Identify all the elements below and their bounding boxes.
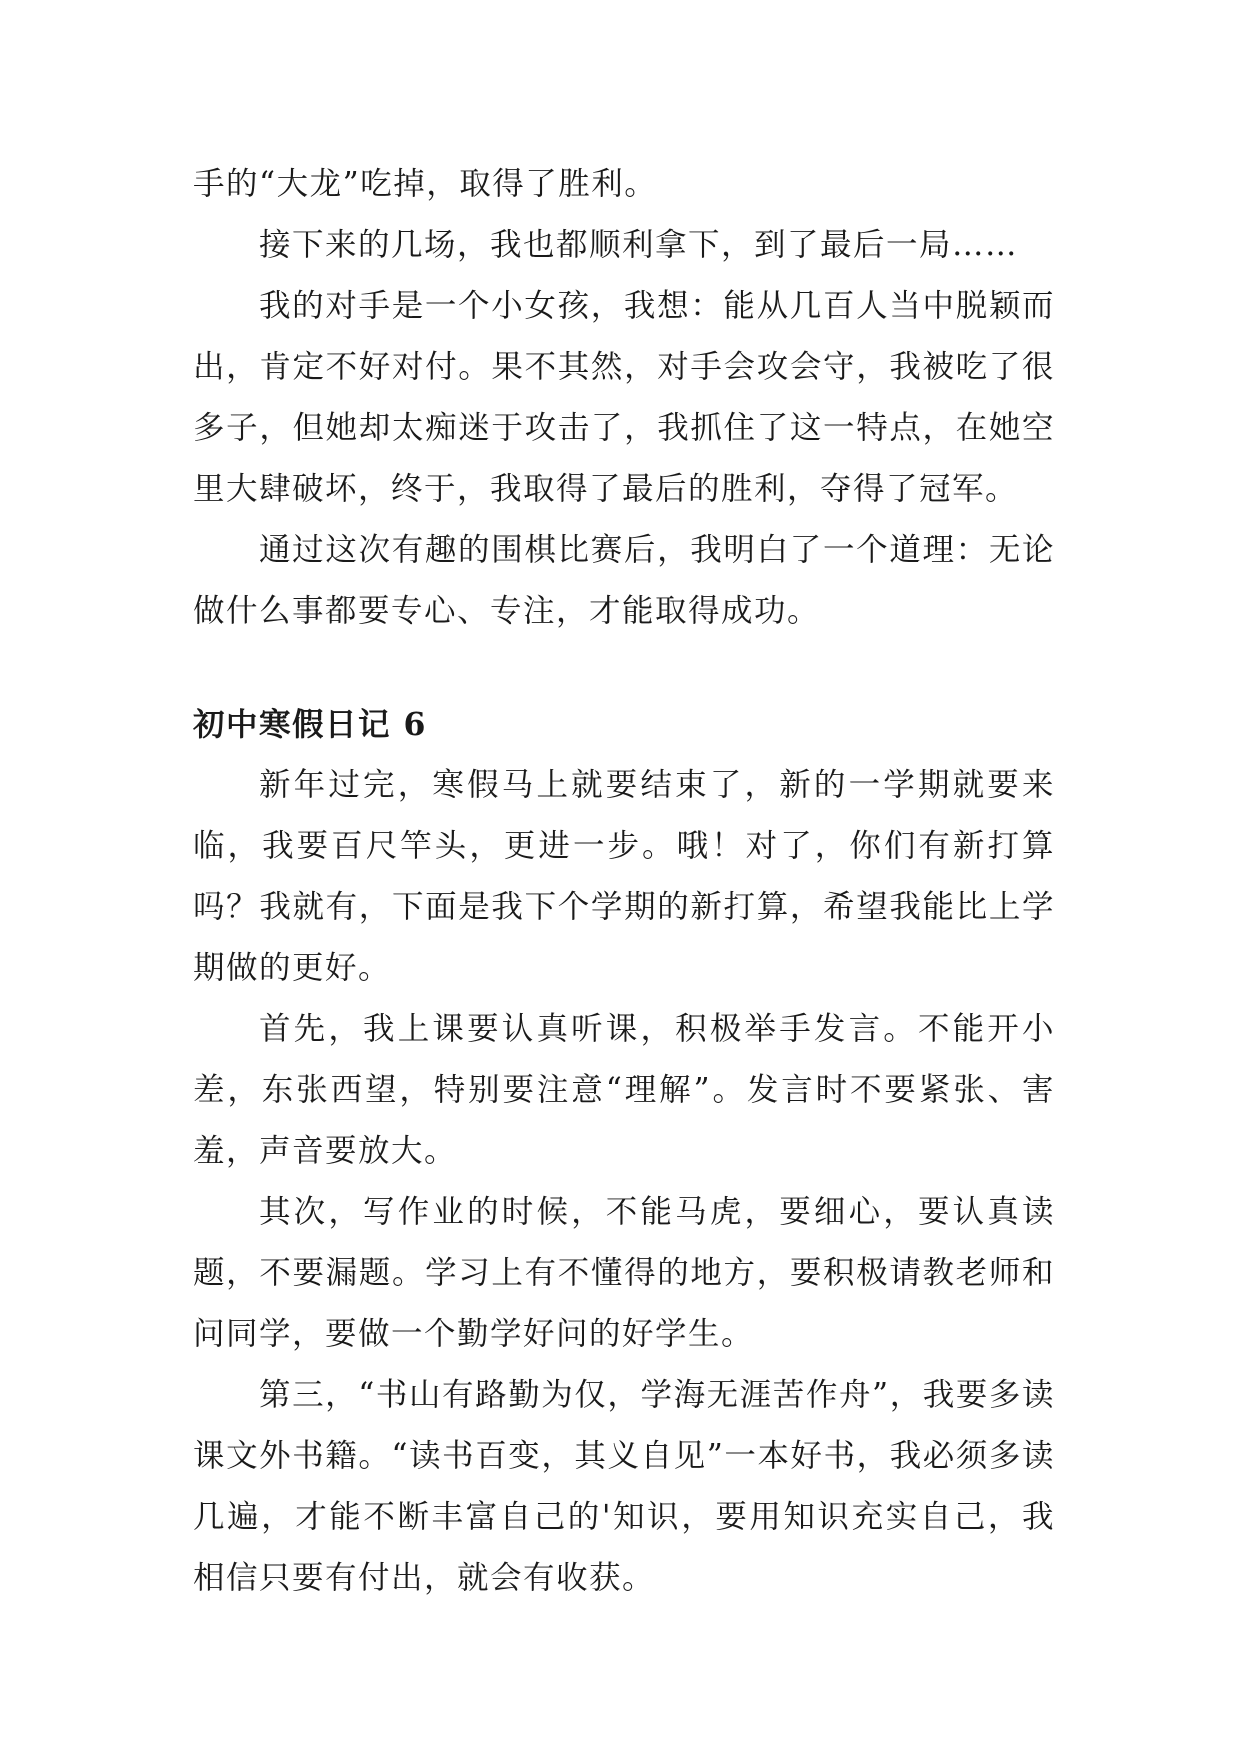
section-spacer <box>193 642 1055 694</box>
paragraph-continued: 手的“大龙”吃掉，取得了胜利。 <box>193 166 658 202</box>
document-body <box>193 154 1055 1609</box>
paragraph: 接下来的几场，我也都顺利拿下，到了最后一局…… <box>259 227 1019 263</box>
paragraph: 首先，我上课要认真听课，积极举手发言。不能开小差，东张西望，特别要注意“理解”。发言时不要紧张、害羞，声音要放大。 <box>193 1011 1055 1169</box>
paragraph: 第三，“书山有路勤为仅，学海无涯苦作舟”，我要多读课文外书籍。“读书百变，其义自见”一本好书，我必须多读几遍，才能不断丰富自己的'知识，要用知识充实自己，我相信只要有付出，就会有收获。 <box>193 1377 1055 1596</box>
paragraph: 我的对手是一个小女孩，我想：能从几百人当中脱颖而出，肯定不好对付。果不其然，对手会攻会守，我被吃了很多子，但她却太痴迷于攻击了，我抓住了这一特点，在她空里大肆破坏，终于，我取得了最后的胜利，夺得了冠军。 <box>193 288 1055 507</box>
paragraph: 通过这次有趣的围棋比赛后，我明白了一个道理：无论做什么事都要专心、专注，才能取得成功。 <box>193 532 1055 629</box>
paragraph: 其次，写作业的时候，不能马虎，要细心，要认真读题，不要漏题。学习上有不懂得的地方，要积极请教老师和问同学，要做一个勤学好问的好学生。 <box>193 1194 1055 1352</box>
section-title: 初中寒假日记 6 <box>193 706 427 743</box>
paragraph: 新年过完，寒假马上就要结束了，新的一学期就要来临，我要百尺竿头，更进一步。哦！对了，你们有新打算吗？我就有，下面是我下个学期的新打算，希望我能比上学期做的更好。 <box>193 767 1055 986</box>
